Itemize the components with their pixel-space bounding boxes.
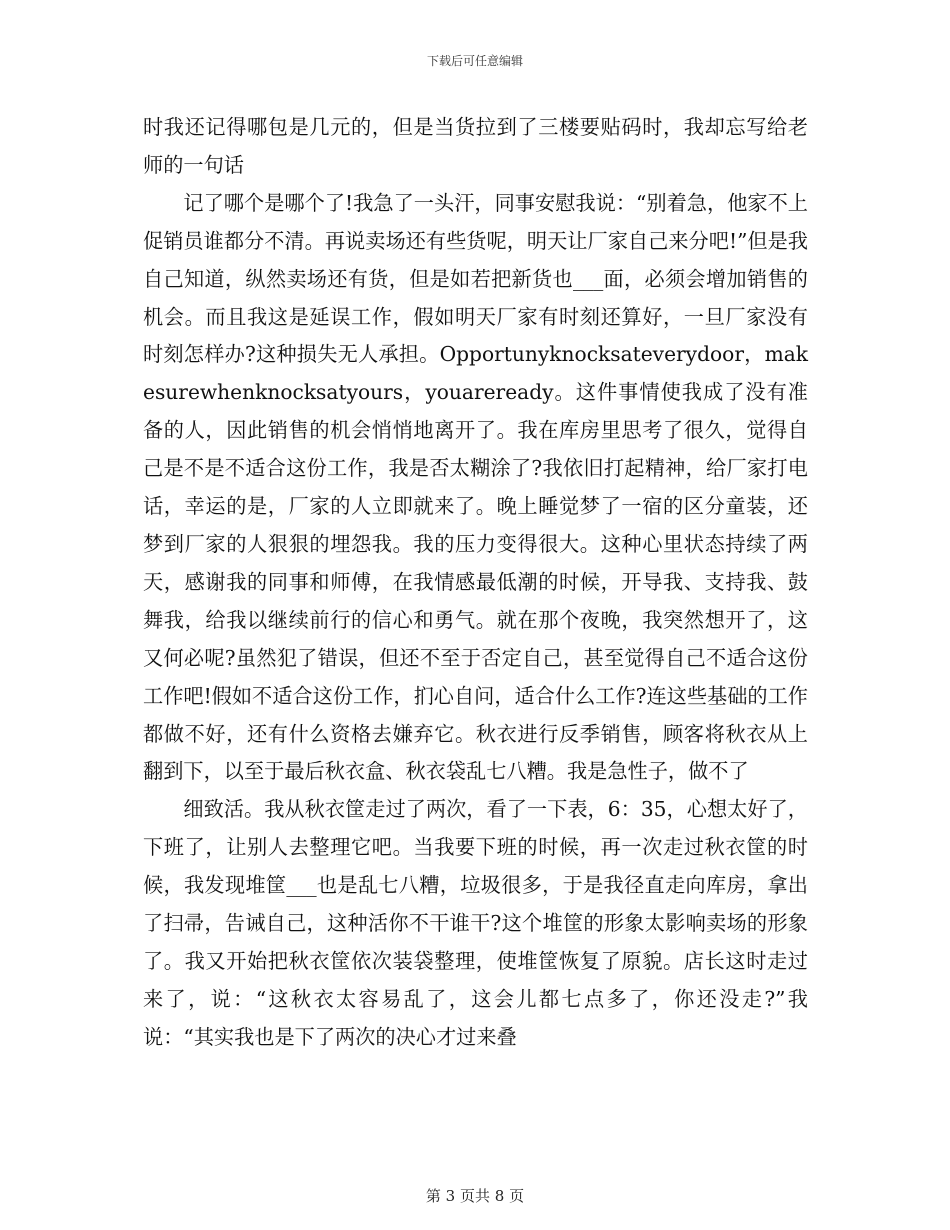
- paragraph-2: 记了哪个是哪个了!我急了一头汗，同事安慰我说：“别着急，他家不上促销员谁都分不清。再说卖场还有些货呢，明天让厂家自己来分吧!”但是我自己知道，纵然卖场还有货，但是如若把新货也___面，必须会增加销售的机会。而且我这是延误工作，假如明天厂家有时刻还算好，一旦厂家没有时刻怎样办?这种损失无人承担。Opportunyknocksateverydoor，makesurewhenknocksatyours，youareready。这件事情使我成了没有准备的人，因此销售的机会悄悄地离开了。我在库房里思考了很久，觉得自己是不是不适合这份工作，我是否太糊涂了?我依旧打起精神，给厂家打电话，幸运的是，厂家的人立即就来了。晚上睡觉梦了一宿的区分童装，还梦到厂家的人狠狠的埋怨我。我的压力变得很大。这种心里状态持续了两天，感谢我的同事和师傅，在我情感最低潮的时候，开导我、支持我、鼓舞我，给我以继续前行的信心和勇气。就在那个夜晚，我突然想开了，这又何必呢?虽然犯了错误，但还不至于否定自己，甚至觉得自己不适合这份工作吧!假如不适合这份工作，扪心自问，适合什么工作?连这些基础的工作都做不好，还有什么资格去嫌弃它。秋衣进行反季销售，顾客将秋衣从上翻到下，以至于最后秋衣盒、秋衣袋乱七八糟。我是急性子，做不了: [143, 190, 808, 784]
- page-footer: 第 3 页共 8 页: [425, 1187, 525, 1205]
- paragraph-1: 时我还记得哪包是几元的，但是当货拉到了三楼要贴码时，我却忘写给老师的一句话: [143, 115, 808, 177]
- page-header: 下载后可任意编辑: [426, 54, 523, 68]
- paragraph-3: 细致活。我从秋衣筐走过了两次，看了一下表，6：35，心想太好了，下班了，让别人去整理它吧。当我要下班的时候，再一次走过秋衣筐的时候，我发现堆筐___也是乱七八糟，垃圾很多，于是我径直走向库房，拿出了扫帚，告诫自己，这种活你不干谁干?这个堆筐的形象太影响卖场的形象了。我又开始把秋衣筐依次装袋整理，使堆筐恢复了原貌。店长这时走过来了，说：“这秋衣太容易乱了，这会儿都七点多了，你还没走?”我说：“其实我也是下了两次的决心才过来叠: [143, 797, 808, 1049]
- document-body: [143, 109, 808, 1057]
